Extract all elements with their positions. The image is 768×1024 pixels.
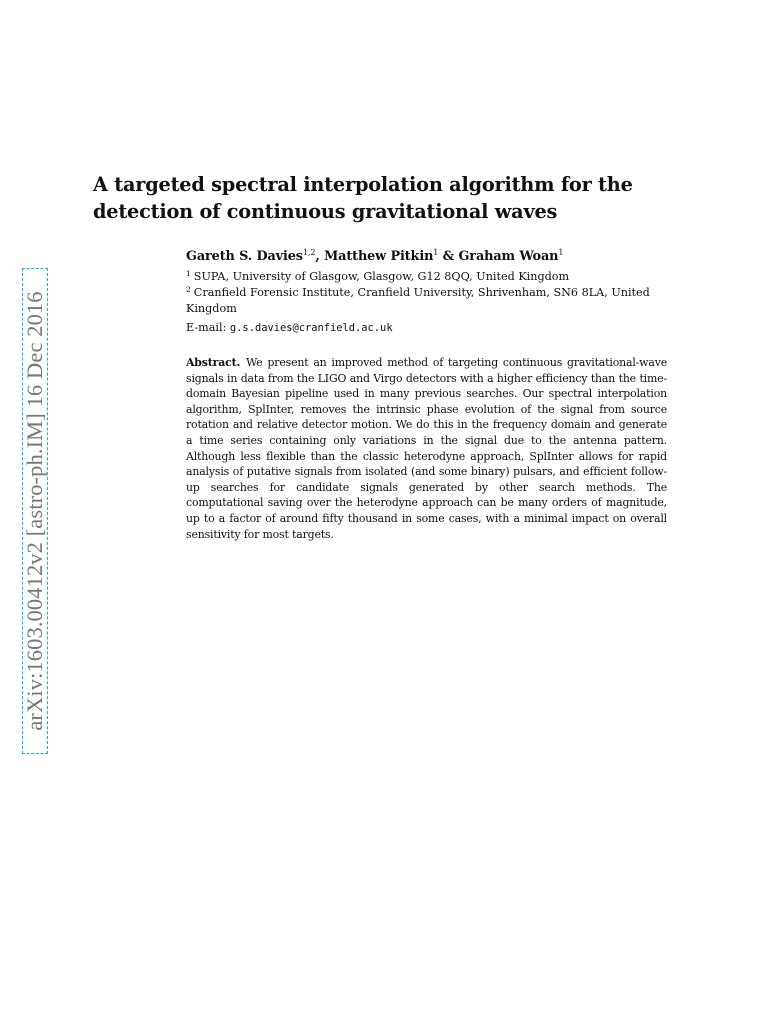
author-separator: & [438,249,459,264]
affiliation-mark: 1 [186,269,191,278]
author-name: Graham Woan [458,249,559,264]
affiliation-text: SUPA, University of Glasgow, Glasgow, G12 8QQ, United Kingdom [193,270,570,283]
affiliation-mark: 2 [186,285,191,294]
arxiv-identifier: arXiv:1603.00412v2 [astro-ph.IM] 16 Dec 2016 [22,291,47,731]
author-name: Gareth S. Davies [186,249,303,264]
abstract-text: We present an improved method of targeting continuous gravitational-wave signals in data from the LIGO and Virgo detectors with a higher efficiency than the time-domain Bayesian pipeline used in many previous searches. Our spectral interpolation algorithm, SplInter, removes the intrinsic phase evolution of the signal from source rotation and relative detector motion. We do this in the frequency domain and generate a time series containing only variations in the signal due to the antenna pattern. Although less flexible than the classic heterodyne approach, SplInter allows for rapid analysis of putative signals from isolated (and some binary) pulsars, and efficient follow-up searches for candidate signals generated by other search methods. The computational saving over the heterodyne approach can be many orders of magnitude, up to a factor of around fifty thousand in some cases, with a minimal impact on overall sensitivity for most targets. [186,356,667,541]
author-separator: , [315,249,325,264]
abstract [186,355,667,542]
author-affiliation-mark: 1 [433,248,439,257]
email-address: g.s.davies@cranfield.ac.uk [229,322,393,334]
author-affiliation-mark: 1,2 [302,248,316,257]
author-name: Matthew Pitkin [324,249,434,264]
contact-email [186,320,393,336]
author-affiliation-mark: 1 [558,248,564,257]
abstract-heading: Abstract. [186,356,241,369]
author-list [186,244,563,266]
paper-title: A targeted spectral interpolation algorithm for the detection of continuous gravitational waves [93,173,633,223]
affiliation-text: Cranfield Forensic Institute, Cranfield University, Shrivenham, SN6 8LA, United Kingdom [186,286,650,315]
affiliation [186,282,666,317]
email-label: E-mail: [186,321,227,334]
